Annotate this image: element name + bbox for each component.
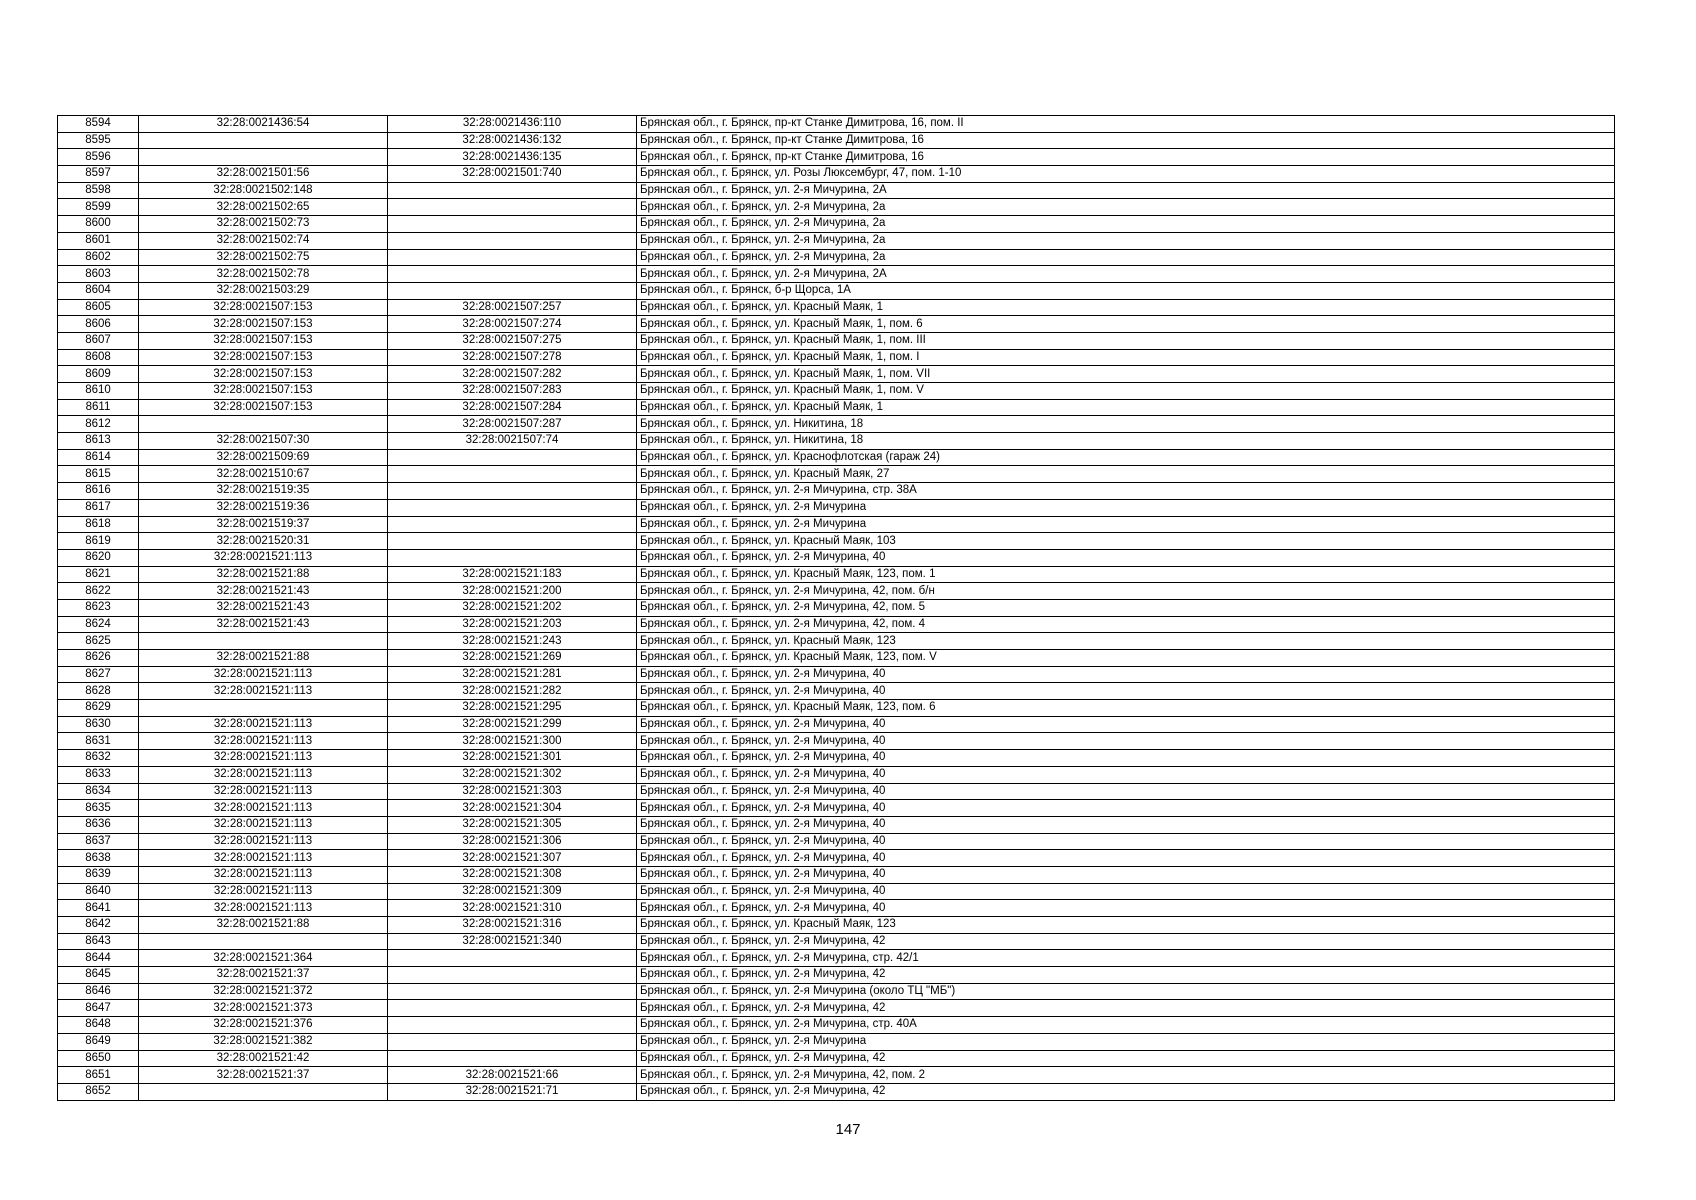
cadastral-number-cell: 32:28:0021521:200 (388, 583, 637, 600)
address-cell: Брянская обл., г. Брянск, ул. Красный Маяк, 27 (637, 466, 1615, 483)
cadastral-number-cell: 32:28:0021507:287 (388, 416, 637, 433)
row-number-cell: 8637 (58, 833, 139, 850)
row-number-cell: 8613 (58, 433, 139, 450)
table-row (58, 466, 1615, 483)
table-row (58, 316, 1615, 333)
row-number-cell: 8643 (58, 933, 139, 950)
cadastral-number-cell: 32:28:0021521:307 (388, 850, 637, 867)
row-number-cell: 8609 (58, 366, 139, 383)
table-row (58, 549, 1615, 566)
cadastral-number-cell: 32:28:0021521:302 (388, 766, 637, 783)
address-cell: Брянская обл., г. Брянск, ул. Красный Маяк, 1, пом. 6 (637, 316, 1615, 333)
row-number-cell: 8625 (58, 633, 139, 650)
address-cell: Брянская обл., г. Брянск, ул. 2-я Мичурина, 40 (637, 750, 1615, 767)
table-row (58, 633, 1615, 650)
row-number-cell: 8638 (58, 850, 139, 867)
registry-table (57, 115, 1615, 1101)
table-row (58, 399, 1615, 416)
row-number-cell: 8615 (58, 466, 139, 483)
table-row (58, 816, 1615, 833)
row-number-cell: 8645 (58, 967, 139, 984)
row-number-cell: 8641 (58, 900, 139, 917)
parent-cadastral-number-cell: 32:28:0021502:75 (139, 249, 388, 266)
row-number-cell: 8629 (58, 700, 139, 717)
row-number-cell: 8621 (58, 566, 139, 583)
address-cell: Брянская обл., г. Брянск, ул. Красный Маяк, 1, пом. V (637, 383, 1615, 400)
table-row (58, 716, 1615, 733)
table-row (58, 1033, 1615, 1050)
row-number-cell: 8649 (58, 1033, 139, 1050)
row-number-cell: 8608 (58, 349, 139, 366)
table-row (58, 900, 1615, 917)
address-cell: Брянская обл., г. Брянск, ул. 2-я Мичурина, 42 (637, 1000, 1615, 1017)
parent-cadastral-number-cell: 32:28:0021509:69 (139, 449, 388, 466)
parent-cadastral-number-cell: 32:28:0021521:113 (139, 883, 388, 900)
cadastral-number-cell: 32:28:0021521:306 (388, 833, 637, 850)
address-cell: Брянская обл., г. Брянск, ул. 2-я Мичурина, 2а (637, 232, 1615, 249)
row-number-cell: 8614 (58, 449, 139, 466)
row-number-cell: 8634 (58, 783, 139, 800)
address-cell: Брянская обл., г. Брянск, ул. 2-я Мичурина, 40 (637, 883, 1615, 900)
parent-cadastral-number-cell: 32:28:0021436:54 (139, 116, 388, 133)
row-number-cell: 8612 (58, 416, 139, 433)
address-cell: Брянская обл., г. Брянск, ул. Розы Люксембург, 47, пом. 1-10 (637, 166, 1615, 183)
table-row (58, 950, 1615, 967)
parent-cadastral-number-cell: 32:28:0021507:30 (139, 433, 388, 450)
cadastral-number-cell: 32:28:0021521:301 (388, 750, 637, 767)
parent-cadastral-number-cell: 32:28:0021521:113 (139, 716, 388, 733)
row-number-cell: 8617 (58, 499, 139, 516)
parent-cadastral-number-cell: 32:28:0021502:78 (139, 266, 388, 283)
table-row (58, 433, 1615, 450)
address-cell: Брянская обл., г. Брянск, ул. 2-я Мичурина, 40 (637, 766, 1615, 783)
address-cell: Брянская обл., г. Брянск, ул. 2-я Мичурина, 42 (637, 1050, 1615, 1067)
parent-cadastral-number-cell: 32:28:0021502:73 (139, 216, 388, 233)
cadastral-number-cell (388, 983, 637, 1000)
parent-cadastral-number-cell: 32:28:0021502:74 (139, 232, 388, 249)
table-row (58, 1083, 1615, 1100)
address-cell: Брянская обл., г. Брянск, ул. 2-я Мичурина, 40 (637, 833, 1615, 850)
address-cell: Брянская обл., г. Брянск, ул. 2-я Мичурина, 40 (637, 800, 1615, 817)
parent-cadastral-number-cell: 32:28:0021521:113 (139, 833, 388, 850)
table-row (58, 766, 1615, 783)
table-row (58, 616, 1615, 633)
address-cell: Брянская обл., г. Брянск, ул. Красный Маяк, 103 (637, 533, 1615, 550)
address-cell: Брянская обл., г. Брянск, ул. Красный Маяк, 1, пом. III (637, 332, 1615, 349)
address-cell: Брянская обл., г. Брянск, ул. 2-я Мичурина, 40 (637, 900, 1615, 917)
row-number-cell: 8610 (58, 383, 139, 400)
table-row (58, 933, 1615, 950)
row-number-cell: 8640 (58, 883, 139, 900)
address-cell: Брянская обл., г. Брянск, ул. 2-я Мичурина, стр. 40А (637, 1017, 1615, 1034)
table-row (58, 516, 1615, 533)
parent-cadastral-number-cell: 32:28:0021521:113 (139, 766, 388, 783)
parent-cadastral-number-cell (139, 700, 388, 717)
cadastral-number-cell: 32:28:0021521:299 (388, 716, 637, 733)
parent-cadastral-number-cell: 32:28:0021507:153 (139, 316, 388, 333)
address-cell: Брянская обл., г. Брянск, пр-кт Станке Димитрова, 16 (637, 149, 1615, 166)
cadastral-number-cell (388, 1050, 637, 1067)
row-number-cell: 8595 (58, 132, 139, 149)
table-row (58, 332, 1615, 349)
row-number-cell: 8636 (58, 816, 139, 833)
cadastral-number-cell: 32:28:0021507:274 (388, 316, 637, 333)
parent-cadastral-number-cell (139, 933, 388, 950)
address-cell: Брянская обл., г. Брянск, ул. 2-я Мичурина, 2а (637, 249, 1615, 266)
address-cell: Брянская обл., г. Брянск, ул. 2-я Мичурина, 40 (637, 850, 1615, 867)
parent-cadastral-number-cell: 32:28:0021507:153 (139, 399, 388, 416)
cadastral-number-cell: 32:28:0021521:308 (388, 866, 637, 883)
row-number-cell: 8632 (58, 750, 139, 767)
cadastral-number-cell: 32:28:0021436:135 (388, 149, 637, 166)
table-row (58, 199, 1615, 216)
cadastral-number-cell (388, 449, 637, 466)
address-cell: Брянская обл., г. Брянск, ул. Красный Маяк, 1, пом. VII (637, 366, 1615, 383)
row-number-cell: 8630 (58, 716, 139, 733)
cadastral-number-cell: 32:28:0021521:66 (388, 1067, 637, 1084)
table-row (58, 650, 1615, 667)
parent-cadastral-number-cell: 32:28:0021521:113 (139, 733, 388, 750)
address-cell: Брянская обл., г. Брянск, ул. 2-я Мичурина, 42, пом. 2 (637, 1067, 1615, 1084)
cadastral-number-cell: 32:28:0021521:269 (388, 650, 637, 667)
cadastral-number-cell (388, 549, 637, 566)
cadastral-number-cell: 32:28:0021507:283 (388, 383, 637, 400)
row-number-cell: 8619 (58, 533, 139, 550)
address-cell: Брянская обл., г. Брянск, ул. 2-я Мичурина, 40 (637, 549, 1615, 566)
row-number-cell: 8597 (58, 166, 139, 183)
table-row (58, 1017, 1615, 1034)
address-cell: Брянская обл., г. Брянск, ул. Никитина, 18 (637, 433, 1615, 450)
cadastral-number-cell (388, 232, 637, 249)
table-row (58, 800, 1615, 817)
address-cell: Брянская обл., г. Брянск, ул. Красный Маяк, 123 (637, 917, 1615, 934)
row-number-cell: 8652 (58, 1083, 139, 1100)
parent-cadastral-number-cell: 32:28:0021521:42 (139, 1050, 388, 1067)
parent-cadastral-number-cell: 32:28:0021521:43 (139, 616, 388, 633)
row-number-cell: 8651 (58, 1067, 139, 1084)
parent-cadastral-number-cell: 32:28:0021521:376 (139, 1017, 388, 1034)
parent-cadastral-number-cell: 32:28:0021521:113 (139, 683, 388, 700)
cadastral-number-cell: 32:28:0021521:203 (388, 616, 637, 633)
parent-cadastral-number-cell: 32:28:0021521:113 (139, 900, 388, 917)
cadastral-number-cell: 32:28:0021436:132 (388, 132, 637, 149)
row-number-cell: 8646 (58, 983, 139, 1000)
table-row (58, 149, 1615, 166)
parent-cadastral-number-cell: 32:28:0021507:153 (139, 332, 388, 349)
address-cell: Брянская обл., г. Брянск, ул. 2-я Мичурина, 40 (637, 716, 1615, 733)
address-cell: Брянская обл., г. Брянск, ул. 2-я Мичурина, стр. 42/1 (637, 950, 1615, 967)
row-number-cell: 8601 (58, 232, 139, 249)
address-cell: Брянская обл., г. Брянск, ул. 2-я Мичурина, 40 (637, 783, 1615, 800)
cadastral-number-cell (388, 1017, 637, 1034)
table-row (58, 566, 1615, 583)
table-row (58, 232, 1615, 249)
table-row (58, 866, 1615, 883)
address-cell: Брянская обл., г. Брянск, ул. 2-я Мичурина, 42, пом. б/н (637, 583, 1615, 600)
row-number-cell: 8647 (58, 1000, 139, 1017)
address-cell: Брянская обл., г. Брянск, ул. Никитина, 18 (637, 416, 1615, 433)
table-row (58, 499, 1615, 516)
table-row (58, 666, 1615, 683)
parent-cadastral-number-cell: 32:28:0021521:373 (139, 1000, 388, 1017)
row-number-cell: 8635 (58, 800, 139, 817)
address-cell: Брянская обл., г. Брянск, ул. 2-я Мичурина, 42 (637, 933, 1615, 950)
table-row (58, 733, 1615, 750)
address-cell: Брянская обл., г. Брянск, ул. Красный Маяк, 1 (637, 399, 1615, 416)
table-row (58, 850, 1615, 867)
cadastral-number-cell: 32:28:0021521:71 (388, 1083, 637, 1100)
table-row (58, 449, 1615, 466)
cadastral-number-cell: 32:28:0021521:243 (388, 633, 637, 650)
cadastral-number-cell: 32:28:0021521:310 (388, 900, 637, 917)
parent-cadastral-number-cell: 32:28:0021501:56 (139, 166, 388, 183)
table-row (58, 266, 1615, 283)
cadastral-number-cell (388, 1033, 637, 1050)
cadastral-number-cell (388, 483, 637, 500)
table-row (58, 116, 1615, 133)
row-number-cell: 8627 (58, 666, 139, 683)
row-number-cell: 8598 (58, 182, 139, 199)
cadastral-number-cell: 32:28:0021507:257 (388, 299, 637, 316)
parent-cadastral-number-cell: 32:28:0021521:372 (139, 983, 388, 1000)
cadastral-number-cell: 32:28:0021521:295 (388, 700, 637, 717)
parent-cadastral-number-cell: 32:28:0021521:382 (139, 1033, 388, 1050)
cadastral-number-cell: 32:28:0021501:740 (388, 166, 637, 183)
cadastral-number-cell (388, 249, 637, 266)
table-row (58, 366, 1615, 383)
row-number-cell: 8618 (58, 516, 139, 533)
parent-cadastral-number-cell: 32:28:0021521:113 (139, 816, 388, 833)
cadastral-number-cell (388, 516, 637, 533)
parent-cadastral-number-cell (139, 633, 388, 650)
address-cell: Брянская обл., г. Брянск, ул. 2-я Мичурина, 2А (637, 182, 1615, 199)
parent-cadastral-number-cell: 32:28:0021502:148 (139, 182, 388, 199)
cadastral-number-cell: 32:28:0021521:300 (388, 733, 637, 750)
address-cell: Брянская обл., г. Брянск, ул. 2-я Мичурина (637, 1033, 1615, 1050)
registry-table-body (58, 116, 1615, 1101)
row-number-cell: 8628 (58, 683, 139, 700)
address-cell: Брянская обл., г. Брянск, пр-кт Станке Димитрова, 16, пом. II (637, 116, 1615, 133)
parent-cadastral-number-cell: 32:28:0021521:113 (139, 800, 388, 817)
parent-cadastral-number-cell (139, 149, 388, 166)
table-row (58, 182, 1615, 199)
table-row (58, 700, 1615, 717)
parent-cadastral-number-cell: 32:28:0021520:31 (139, 533, 388, 550)
row-number-cell: 8607 (58, 332, 139, 349)
row-number-cell: 8622 (58, 583, 139, 600)
row-number-cell: 8642 (58, 917, 139, 934)
row-number-cell: 8594 (58, 116, 139, 133)
parent-cadastral-number-cell (139, 1083, 388, 1100)
table-row (58, 883, 1615, 900)
address-cell: Брянская обл., г. Брянск, ул. 2-я Мичурина (637, 516, 1615, 533)
row-number-cell: 8604 (58, 282, 139, 299)
parent-cadastral-number-cell: 32:28:0021510:67 (139, 466, 388, 483)
address-cell: Брянская обл., г. Брянск, ул. Красный Маяк, 123, пом. V (637, 650, 1615, 667)
row-number-cell: 8606 (58, 316, 139, 333)
parent-cadastral-number-cell: 32:28:0021521:88 (139, 566, 388, 583)
address-cell: Брянская обл., г. Брянск, ул. Красный Маяк, 1 (637, 299, 1615, 316)
row-number-cell: 8602 (58, 249, 139, 266)
address-cell: Брянская обл., г. Брянск, ул. Красный Маяк, 123, пом. 1 (637, 566, 1615, 583)
table-row (58, 583, 1615, 600)
cadastral-number-cell (388, 182, 637, 199)
parent-cadastral-number-cell: 32:28:0021521:37 (139, 1067, 388, 1084)
cadastral-number-cell: 32:28:0021521:316 (388, 917, 637, 934)
parent-cadastral-number-cell: 32:28:0021507:153 (139, 349, 388, 366)
parent-cadastral-number-cell: 32:28:0021521:113 (139, 750, 388, 767)
address-cell: Брянская обл., г. Брянск, ул. Красный Маяк, 123, пом. 6 (637, 700, 1615, 717)
address-cell: Брянская обл., г. Брянск, ул. 2-я Мичурина, 40 (637, 683, 1615, 700)
parent-cadastral-number-cell: 32:28:0021519:35 (139, 483, 388, 500)
parent-cadastral-number-cell: 32:28:0021503:29 (139, 282, 388, 299)
cadastral-number-cell: 32:28:0021521:304 (388, 800, 637, 817)
cadastral-number-cell (388, 499, 637, 516)
row-number-cell: 8648 (58, 1017, 139, 1034)
parent-cadastral-number-cell: 32:28:0021521:43 (139, 583, 388, 600)
cadastral-number-cell: 32:28:0021507:284 (388, 399, 637, 416)
row-number-cell: 8650 (58, 1050, 139, 1067)
table-row (58, 282, 1615, 299)
cadastral-number-cell: 32:28:0021521:202 (388, 599, 637, 616)
row-number-cell: 8631 (58, 733, 139, 750)
row-number-cell: 8624 (58, 616, 139, 633)
table-row (58, 1000, 1615, 1017)
cadastral-number-cell: 32:28:0021507:275 (388, 332, 637, 349)
parent-cadastral-number-cell (139, 132, 388, 149)
parent-cadastral-number-cell: 32:28:0021507:153 (139, 383, 388, 400)
parent-cadastral-number-cell: 32:28:0021507:153 (139, 366, 388, 383)
address-cell: Брянская обл., г. Брянск, ул. 2-я Мичурина, 40 (637, 816, 1615, 833)
table-row (58, 483, 1615, 500)
address-cell: Брянская обл., г. Брянск, ул. Красный Маяк, 1, пом. I (637, 349, 1615, 366)
cadastral-number-cell (388, 950, 637, 967)
cadastral-number-cell (388, 216, 637, 233)
row-number-cell: 8623 (58, 599, 139, 616)
row-number-cell: 8600 (58, 216, 139, 233)
cadastral-number-cell (388, 199, 637, 216)
parent-cadastral-number-cell: 32:28:0021519:37 (139, 516, 388, 533)
parent-cadastral-number-cell: 32:28:0021521:88 (139, 917, 388, 934)
cadastral-number-cell (388, 266, 637, 283)
address-cell: Брянская обл., г. Брянск, ул. 2-я Мичурина, 2а (637, 216, 1615, 233)
parent-cadastral-number-cell: 32:28:0021521:113 (139, 666, 388, 683)
row-number-cell: 8616 (58, 483, 139, 500)
parent-cadastral-number-cell: 32:28:0021502:65 (139, 199, 388, 216)
address-cell: Брянская обл., г. Брянск, ул. 2-я Мичурина (около ТЦ "МБ") (637, 983, 1615, 1000)
address-cell: Брянская обл., г. Брянск, б-р Щорса, 1А (637, 282, 1615, 299)
address-cell: Брянская обл., г. Брянск, ул. 2-я Мичурина, 40 (637, 733, 1615, 750)
table-row (58, 249, 1615, 266)
table-row (58, 416, 1615, 433)
table-row (58, 299, 1615, 316)
table-row (58, 1067, 1615, 1084)
cadastral-number-cell: 32:28:0021521:305 (388, 816, 637, 833)
cadastral-number-cell: 32:28:0021521:303 (388, 783, 637, 800)
parent-cadastral-number-cell: 32:28:0021521:88 (139, 650, 388, 667)
cadastral-number-cell (388, 1000, 637, 1017)
row-number-cell: 8603 (58, 266, 139, 283)
cadastral-number-cell (388, 533, 637, 550)
parent-cadastral-number-cell: 32:28:0021521:364 (139, 950, 388, 967)
table-row (58, 533, 1615, 550)
table-row (58, 1050, 1615, 1067)
table-row (58, 750, 1615, 767)
table-row (58, 216, 1615, 233)
address-cell: Брянская обл., г. Брянск, ул. Красный Маяк, 123 (637, 633, 1615, 650)
address-cell: Брянская обл., г. Брянск, ул. 2-я Мичурина, 40 (637, 666, 1615, 683)
cadastral-number-cell: 32:28:0021507:74 (388, 433, 637, 450)
address-cell: Брянская обл., г. Брянск, ул. 2-я Мичурина, 42 (637, 967, 1615, 984)
row-number-cell: 8639 (58, 866, 139, 883)
address-cell: Брянская обл., г. Брянск, ул. 2-я Мичурина, 2А (637, 266, 1615, 283)
table-row (58, 166, 1615, 183)
parent-cadastral-number-cell: 32:28:0021507:153 (139, 299, 388, 316)
address-cell: Брянская обл., г. Брянск, ул. 2-я Мичурина, 2а (637, 199, 1615, 216)
parent-cadastral-number-cell: 32:28:0021521:113 (139, 549, 388, 566)
table-row (58, 599, 1615, 616)
cadastral-number-cell: 32:28:0021436:110 (388, 116, 637, 133)
row-number-cell: 8596 (58, 149, 139, 166)
cadastral-number-cell: 32:28:0021521:282 (388, 683, 637, 700)
cadastral-number-cell: 32:28:0021507:282 (388, 366, 637, 383)
cadastral-number-cell: 32:28:0021521:281 (388, 666, 637, 683)
cadastral-number-cell: 32:28:0021521:309 (388, 883, 637, 900)
row-number-cell: 8644 (58, 950, 139, 967)
table-row (58, 132, 1615, 149)
row-number-cell: 8599 (58, 199, 139, 216)
row-number-cell: 8633 (58, 766, 139, 783)
table-row (58, 349, 1615, 366)
table-row (58, 683, 1615, 700)
address-cell: Брянская обл., г. Брянск, ул. 2-я Мичурина (637, 499, 1615, 516)
parent-cadastral-number-cell: 32:28:0021521:43 (139, 599, 388, 616)
address-cell: Брянская обл., г. Брянск, ул. 2-я Мичурина, 40 (637, 866, 1615, 883)
cadastral-number-cell (388, 282, 637, 299)
row-number-cell: 8605 (58, 299, 139, 316)
page-number: 147 (835, 1121, 861, 1138)
cadastral-number-cell: 32:28:0021521:340 (388, 933, 637, 950)
table-row (58, 917, 1615, 934)
parent-cadastral-number-cell: 32:28:0021519:36 (139, 499, 388, 516)
address-cell: Брянская обл., г. Брянск, ул. 2-я Мичурина, 42, пом. 4 (637, 616, 1615, 633)
address-cell: Брянская обл., г. Брянск, пр-кт Станке Димитрова, 16 (637, 132, 1615, 149)
address-cell: Брянская обл., г. Брянск, ул. Краснофлотская (гараж 24) (637, 449, 1615, 466)
cadastral-number-cell: 32:28:0021521:183 (388, 566, 637, 583)
table-row (58, 967, 1615, 984)
address-cell: Брянская обл., г. Брянск, ул. 2-я Мичурина, 42 (637, 1083, 1615, 1100)
address-cell: Брянская обл., г. Брянск, ул. 2-я Мичурина, стр. 38А (637, 483, 1615, 500)
table-row (58, 833, 1615, 850)
parent-cadastral-number-cell: 32:28:0021521:113 (139, 866, 388, 883)
cadastral-number-cell: 32:28:0021507:278 (388, 349, 637, 366)
cadastral-number-cell (388, 967, 637, 984)
parent-cadastral-number-cell: 32:28:0021521:37 (139, 967, 388, 984)
parent-cadastral-number-cell (139, 416, 388, 433)
table-row (58, 383, 1615, 400)
address-cell: Брянская обл., г. Брянск, ул. 2-я Мичурина, 42, пом. 5 (637, 599, 1615, 616)
parent-cadastral-number-cell: 32:28:0021521:113 (139, 850, 388, 867)
parent-cadastral-number-cell: 32:28:0021521:113 (139, 783, 388, 800)
row-number-cell: 8626 (58, 650, 139, 667)
table-row (58, 983, 1615, 1000)
row-number-cell: 8620 (58, 549, 139, 566)
table-row (58, 783, 1615, 800)
row-number-cell: 8611 (58, 399, 139, 416)
cadastral-number-cell (388, 466, 637, 483)
